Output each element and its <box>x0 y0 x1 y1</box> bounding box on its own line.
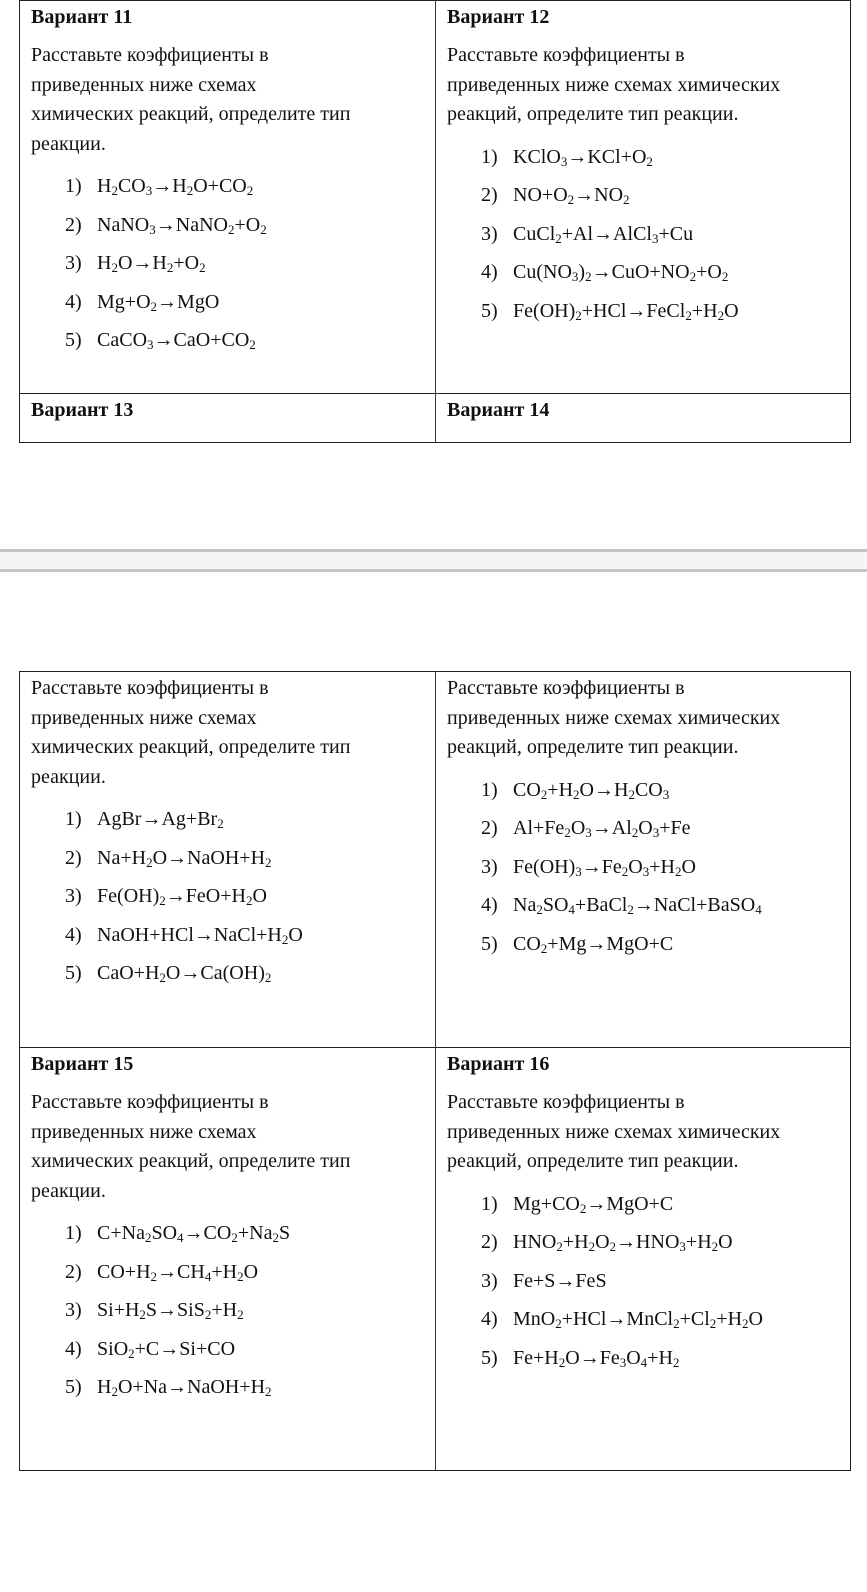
instruction-line: Расставьте коэффициенты в <box>447 1091 685 1113</box>
reaction-item: 1) $H_2CO_3\to H_2O+CO_2$ <box>65 175 254 198</box>
reaction-item: 1) $Mg+CO_2\to MgO+C$ <box>481 1192 674 1216</box>
reaction-item: 4) $MnO_2+HCl\to MnCl_2+Cl_2+H_2O$ <box>481 1308 763 1331</box>
worksheet-table-top <box>19 0 851 443</box>
reaction-formula: $CaO+H_2O\to Ca(OH)_2$ <box>97 962 272 985</box>
reaction-formula: SiO$_2$+C→Si+CO <box>97 1337 236 1361</box>
instruction-line: приведенных ниже схемах <box>31 706 257 729</box>
instruction-line: реакций, определите тип реакции. <box>447 103 739 125</box>
reaction-item: 5) $H_2O+Na\to NaOH+H_2$ <box>65 1376 272 1399</box>
table-row <box>20 1 850 393</box>
instruction-text <box>447 41 840 130</box>
reaction-formula: $Mg+CO_2\to MgO+C$ <box>513 1192 674 1216</box>
reaction-list <box>31 167 425 360</box>
reaction-formula: $Fe(OH)_2\to FeO+H_2O$ <box>97 885 267 908</box>
instruction-text <box>31 674 425 792</box>
reaction-formula: $C+Na_2SO_4\to CO_2+Na_2S$ <box>97 1222 291 1245</box>
reaction-item: 3) $Fe(OH)_2\to FeO+H_2O$ <box>65 885 267 908</box>
reaction-formula: $AgBr\to Ag+Br_2$ <box>97 808 224 831</box>
reaction-formula: $H_2O+Na\to NaOH+H_2$ <box>97 1376 272 1399</box>
reaction-formula: $Mg+O_2\to MgO$ <box>97 290 220 314</box>
variant-13-cell <box>20 394 435 442</box>
reaction-item: 5) $Fe(OH)_2+HCl\to FeCl_2+H_2O$ <box>481 299 739 323</box>
table-row <box>20 672 850 1047</box>
reaction-item: 1) $AgBr\to Ag+Br_2$ <box>65 808 224 831</box>
instruction-line: химических реакций, определите тип <box>31 103 351 125</box>
reaction-formula: $Na_2SO_4+BaCl_2\to NaCl+BaSO_4$ <box>513 894 762 917</box>
variant-title: Вариант 11 <box>31 6 133 28</box>
reaction-item: 1) $C+Na_2SO_4\to CO_2+Na_2S$ <box>65 1222 291 1245</box>
variant-title: Вариант 12 <box>447 6 550 28</box>
reaction-item: 5) $CaO+H_2O\to Ca(OH)_2$ <box>65 962 272 985</box>
reaction-formula: $KClO_3\to KCl+O_2$ <box>513 145 653 169</box>
reaction-formula: $Fe+H_2O\to Fe_3O_4+H_2$ <box>513 1346 680 1370</box>
reaction-formula: $CO_2+H_2O\to H_2CO_3$ <box>513 778 670 802</box>
reaction-item: 2) $NaNO_3\to NaNO_2+O_2$ <box>65 213 267 237</box>
reaction-formula: Fe+S→FeS <box>513 1269 607 1292</box>
variant-13-body-cell <box>20 672 435 1047</box>
reaction-formula: $NaOH+HCl\to NaCl+H_2O$ <box>97 923 303 947</box>
reaction-item: 4) SiO$_2$+C→Si+CO <box>65 1337 236 1361</box>
reaction-formula: $Fe(OH)_2+HCl\to FeCl_2+H_2O$ <box>513 299 739 323</box>
table-row <box>20 1047 850 1470</box>
reaction-item: 2) $Al+Fe_2O_3\to Al_2O_3+Fe$ <box>481 817 691 840</box>
instruction-line: Расставьте коэффициенты в <box>31 1091 269 1113</box>
reaction-formula: $HNO_2+H_2O_2\to HNO_3+H_2O$ <box>513 1231 733 1254</box>
reaction-item: 5) $CaCO_3\to CaO+CO_2$ <box>65 329 256 352</box>
reaction-item: 3) $Si+H_2S\to SiS_2+H_2$ <box>65 1299 244 1322</box>
variant-title: Вариант 15 <box>31 1053 134 1075</box>
reaction-formula: $NO+O_2\to NO_2$ <box>513 184 630 207</box>
variant-14-body-cell <box>435 672 850 1047</box>
reaction-item: 3) CuCl$_2$+Al→AlCl$_3$+Cu <box>481 222 694 246</box>
reaction-formula: $Na+H_2O\to NaOH+H_2$ <box>97 846 272 870</box>
instruction-line: приведенных ниже схемах химических <box>447 706 781 729</box>
reaction-item: 2) $CO+H_2\to CH_4+H_2O$ <box>65 1260 259 1284</box>
instruction-line: реакции. <box>31 765 106 788</box>
variant-15-cell <box>20 1048 435 1470</box>
reaction-item: 1) $KClO_3\to KCl+O_2$ <box>481 145 653 169</box>
instruction-line: Расставьте коэффициенты в <box>31 44 269 66</box>
reaction-formula: $NaNO_3\to NaNO_2+O_2$ <box>97 213 267 237</box>
reaction-formula: $Al+Fe_2O_3\to Al_2O_3+Fe$ <box>513 817 691 840</box>
instruction-text <box>31 1088 425 1206</box>
reaction-list <box>447 771 840 964</box>
instruction-line: приведенных ниже схемах химических <box>447 73 781 96</box>
reaction-item: 5) $CO_2+Mg\to MgO+C$ <box>481 932 674 956</box>
reaction-formula: $CO_2+Mg\to MgO+C$ <box>513 932 674 956</box>
reaction-formula: $Si+H_2S\to SiS_2+H_2$ <box>97 1299 244 1322</box>
reaction-list <box>447 1185 840 1378</box>
reaction-formula: $Fe(OH)_3\to Fe_2O_3+H_2O$ <box>513 855 696 879</box>
instruction-line: Расставьте коэффициенты в <box>447 44 685 66</box>
reaction-formula: $CaCO_3\to CaO+CO_2$ <box>97 329 256 352</box>
instruction-text <box>31 41 425 159</box>
reaction-formula: $Cu(NO_3)_2\to CuO+NO_2+O_2$ <box>513 261 729 284</box>
reaction-list <box>31 1214 425 1407</box>
reaction-item: 3) Fe+S→FeS <box>481 1269 607 1292</box>
table-row <box>20 393 850 442</box>
reaction-item: 4) $Mg+O_2\to MgO$ <box>65 290 220 314</box>
variant-14-cell <box>435 394 850 442</box>
variant-title: Вариант 14 <box>447 399 550 421</box>
instruction-line: приведенных ниже схемах <box>31 73 257 96</box>
variant-16-cell <box>435 1048 850 1470</box>
reaction-item: 3) $H_2O\to H_2+O_2$ <box>65 252 206 275</box>
page-separator <box>0 549 867 572</box>
reaction-formula: $H_2CO_3\to H_2O+CO_2$ <box>97 175 254 198</box>
instruction-line: приведенных ниже схемах <box>31 1120 257 1143</box>
instruction-text <box>447 1088 840 1177</box>
worksheet-table-bottom <box>19 671 851 1471</box>
reaction-formula: $H_2O\to H_2+O_2$ <box>97 252 206 275</box>
reaction-formula: $MnO_2+HCl\to MnCl_2+Cl_2+H_2O$ <box>513 1308 763 1331</box>
reaction-item: 2) $Na+H_2O\to NaOH+H_2$ <box>65 846 272 870</box>
reaction-list <box>31 800 425 993</box>
instruction-line: реакции. <box>31 1179 106 1202</box>
variant-12-cell <box>435 1 850 393</box>
reaction-list <box>447 138 840 331</box>
reaction-item: 3) $Fe(OH)_3\to Fe_2O_3+H_2O$ <box>481 855 696 879</box>
instruction-line: Расставьте коэффициенты в <box>447 677 685 699</box>
variant-title: Вариант 13 <box>31 399 134 421</box>
reaction-item: 4) $Cu(NO_3)_2\to CuO+NO_2+O_2$ <box>481 261 729 284</box>
reaction-item: 2) $HNO_2+H_2O_2\to HNO_3+H_2O$ <box>481 1231 733 1254</box>
reaction-item: 1) $CO_2+H_2O\to H_2CO_3$ <box>481 778 670 802</box>
instruction-line: химических реакций, определите тип <box>31 736 351 758</box>
reaction-item: 4) $NaOH+HCl\to NaCl+H_2O$ <box>65 923 303 947</box>
instruction-line: реакций, определите тип реакции. <box>447 736 739 758</box>
instruction-line: Расставьте коэффициенты в <box>31 677 269 699</box>
variant-11-cell <box>20 1 435 393</box>
instruction-line: реакции. <box>31 132 106 155</box>
instruction-line: реакций, определите тип реакции. <box>447 1150 739 1172</box>
instruction-line: приведенных ниже схемах химических <box>447 1120 781 1143</box>
instruction-line: химических реакций, определите тип <box>31 1150 351 1172</box>
reaction-item: 2) $NO+O_2\to NO_2$ <box>481 184 630 207</box>
reaction-item: 4) $Na_2SO_4+BaCl_2\to NaCl+BaSO_4$ <box>481 894 762 917</box>
instruction-text <box>447 674 840 763</box>
reaction-formula: CuCl$_2$+Al→AlCl$_3$+Cu <box>513 222 694 246</box>
variant-title: Вариант 16 <box>447 1053 550 1075</box>
reaction-formula: $CO+H_2\to CH_4+H_2O$ <box>97 1260 259 1284</box>
reaction-item: 5) $Fe+H_2O\to Fe_3O_4+H_2$ <box>481 1346 680 1370</box>
